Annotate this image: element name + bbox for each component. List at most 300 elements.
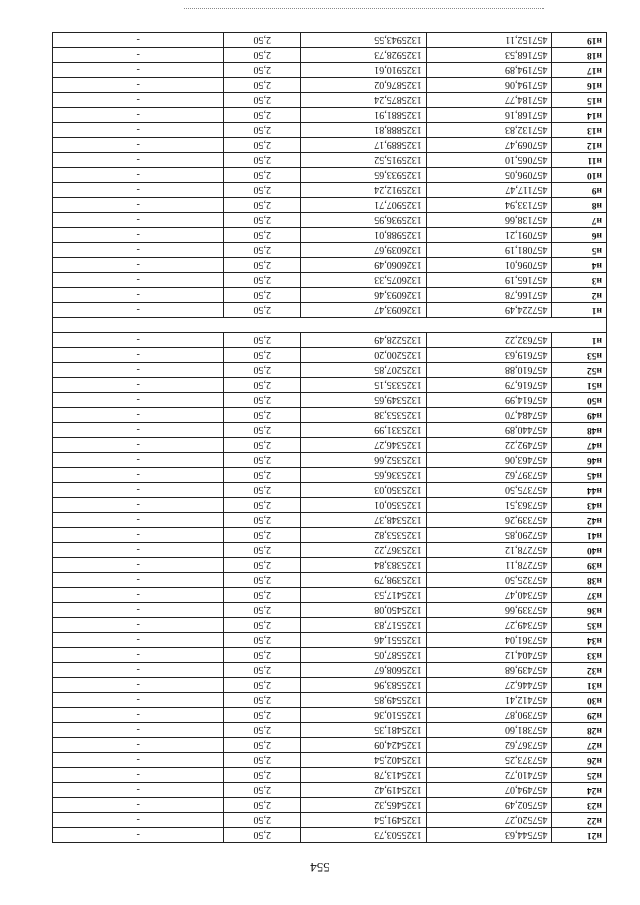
note-cell: -: [53, 513, 224, 528]
point-name-cell: н44: [552, 483, 607, 498]
point-name-cell: н53: [552, 348, 607, 363]
table-row: [53, 813, 607, 828]
table-row: [53, 63, 607, 78]
note-cell: -: [53, 183, 224, 198]
x-coordinate-cell: 457184,77: [426, 93, 552, 108]
x-coordinate-cell: 457502,49: [426, 798, 552, 813]
accuracy-cell: 2,50: [224, 48, 301, 63]
note-cell: -: [53, 93, 224, 108]
note-cell: -: [53, 828, 224, 843]
point-name-cell: н22: [552, 813, 607, 828]
y-coordinate-cell: 1325549,85: [301, 693, 427, 708]
x-coordinate-cell: 457096,01: [426, 258, 552, 273]
accuracy-cell: 2,50: [224, 498, 301, 513]
x-coordinate-cell: 457492,22: [426, 438, 552, 453]
note-cell: -: [53, 303, 224, 318]
note-cell: -: [53, 213, 224, 228]
note-cell: -: [53, 813, 224, 828]
y-coordinate-cell: 1325503,73: [301, 828, 427, 843]
note-cell: -: [53, 438, 224, 453]
accuracy-cell: 2,50: [224, 633, 301, 648]
table-row: [53, 468, 607, 483]
accuracy-cell: 2,50: [224, 393, 301, 408]
table-row: [53, 93, 607, 108]
table-row: [53, 213, 607, 228]
x-coordinate-cell: 457520,27: [426, 813, 552, 828]
x-coordinate-cell: 457224,49: [426, 303, 552, 318]
x-coordinate-cell: 457278,12: [426, 543, 552, 558]
point-name-cell: н36: [552, 603, 607, 618]
accuracy-cell: 2,50: [224, 63, 301, 78]
y-coordinate-cell: 1325367,22: [301, 543, 427, 558]
accuracy-cell: 2,50: [224, 273, 301, 288]
x-coordinate-cell: 457484,70: [426, 408, 552, 423]
table-row: [53, 453, 607, 468]
table-row: [53, 753, 607, 768]
point-name-cell: н28: [552, 723, 607, 738]
y-coordinate-cell: 1325881,91: [301, 108, 427, 123]
point-name-cell: н7: [552, 213, 607, 228]
table-row: [53, 243, 607, 258]
table-row: [53, 678, 607, 693]
table-row: [53, 378, 607, 393]
x-coordinate-cell: 457166,78: [426, 288, 552, 303]
accuracy-cell: 2,50: [224, 708, 301, 723]
x-coordinate-cell: 457152,11: [426, 33, 552, 48]
x-coordinate-cell: 457091,21: [426, 228, 552, 243]
accuracy-cell: 2,50: [224, 363, 301, 378]
point-name-cell: н11: [552, 153, 607, 168]
point-name-cell: н39: [552, 558, 607, 573]
point-name-cell: н12: [552, 138, 607, 153]
note-cell: -: [53, 678, 224, 693]
note-cell: -: [53, 408, 224, 423]
accuracy-cell: 2,50: [224, 453, 301, 468]
table-row: [53, 783, 607, 798]
x-coordinate-cell: 457290,85: [426, 528, 552, 543]
table-row: [53, 198, 607, 213]
point-name-cell: н17: [552, 63, 607, 78]
accuracy-cell: 2,50: [224, 768, 301, 783]
note-cell: -: [53, 528, 224, 543]
y-coordinate-cell: 1325419,42: [301, 783, 427, 798]
x-coordinate-cell: 457069,47: [426, 138, 552, 153]
point-name-cell: н52: [552, 363, 607, 378]
table-row: [53, 183, 607, 198]
point-name-cell: н10: [552, 168, 607, 183]
note-cell: -: [53, 573, 224, 588]
note-cell: -: [53, 108, 224, 123]
point-name-cell: н47: [552, 438, 607, 453]
note-cell: -: [53, 648, 224, 663]
table-row: [53, 153, 607, 168]
note-cell: -: [53, 198, 224, 213]
y-coordinate-cell: 1325350,03: [301, 483, 427, 498]
accuracy-cell: 2,50: [224, 798, 301, 813]
table-row: [53, 363, 607, 378]
point-name-cell: н35: [552, 618, 607, 633]
point-name-cell: н19: [552, 33, 607, 48]
y-coordinate-cell: 1325450,08: [301, 603, 427, 618]
accuracy-cell: 2,50: [224, 813, 301, 828]
note-cell: -: [53, 468, 224, 483]
y-coordinate-cell: 1325348,37: [301, 513, 427, 528]
y-coordinate-cell: 1325350,01: [301, 498, 427, 513]
table-row: [53, 588, 607, 603]
accuracy-cell: 2,50: [224, 243, 301, 258]
point-name-cell: н26: [552, 753, 607, 768]
accuracy-cell: 2,50: [224, 528, 301, 543]
note-cell: -: [53, 543, 224, 558]
y-coordinate-cell: 1325402,54: [301, 753, 427, 768]
point-name-cell: н31: [552, 678, 607, 693]
table-row: [53, 303, 607, 318]
table-row: [53, 138, 607, 153]
x-coordinate-cell: 457132,83: [426, 123, 552, 138]
note-cell: -: [53, 618, 224, 633]
table-row: [53, 288, 607, 303]
table-row: [53, 528, 607, 543]
x-coordinate-cell: 457339,26: [426, 513, 552, 528]
x-coordinate-cell: 457138,66: [426, 213, 552, 228]
x-coordinate-cell: 457412,41: [426, 693, 552, 708]
point-name-cell: н30: [552, 693, 607, 708]
x-coordinate-cell: 457494,07: [426, 783, 552, 798]
y-coordinate-cell: 1325335,15: [301, 378, 427, 393]
accuracy-cell: 2,50: [224, 468, 301, 483]
x-coordinate-cell: 457117,47: [426, 183, 552, 198]
note-cell: -: [53, 423, 224, 438]
x-coordinate-cell: 457375,50: [426, 483, 552, 498]
section-separator-row: [53, 318, 607, 333]
point-name-cell: н5: [552, 243, 607, 258]
y-coordinate-cell: 1325933,65: [301, 168, 427, 183]
table-row: [53, 393, 607, 408]
point-name-cell: н34: [552, 633, 607, 648]
y-coordinate-cell: 1325583,96: [301, 678, 427, 693]
y-coordinate-cell: 1325888,81: [301, 123, 427, 138]
point-name-cell: н21: [552, 828, 607, 843]
accuracy-cell: 2,50: [224, 138, 301, 153]
point-name-cell: н2: [552, 288, 607, 303]
y-coordinate-cell: 1325349,65: [301, 393, 427, 408]
x-coordinate-cell: 457065,10: [426, 153, 552, 168]
table-row: [53, 48, 607, 63]
accuracy-cell: 2,50: [224, 183, 301, 198]
y-coordinate-cell: 1325517,83: [301, 618, 427, 633]
y-coordinate-cell: 1325413,78: [301, 768, 427, 783]
note-cell: -: [53, 603, 224, 618]
table-row: [53, 543, 607, 558]
note-cell: -: [53, 483, 224, 498]
x-coordinate-cell: 457081,19: [426, 243, 552, 258]
page-number: 554: [310, 860, 330, 875]
table-row: [53, 108, 607, 123]
y-coordinate-cell: 1325988,01: [301, 228, 427, 243]
note-cell: -: [53, 783, 224, 798]
accuracy-cell: 2,50: [224, 303, 301, 318]
x-coordinate-cell: 457133,94: [426, 198, 552, 213]
accuracy-cell: 2,50: [224, 753, 301, 768]
point-name-cell: н33: [552, 648, 607, 663]
point-name-cell: н50: [552, 393, 607, 408]
coordinates-table: [52, 32, 607, 843]
point-name-cell: н51: [552, 378, 607, 393]
y-coordinate-cell: 1325346,27: [301, 438, 427, 453]
x-coordinate-cell: 457463,06: [426, 453, 552, 468]
x-coordinate-cell: 457440,89: [426, 423, 552, 438]
note-cell: -: [53, 378, 224, 393]
accuracy-cell: 2,50: [224, 378, 301, 393]
y-coordinate-cell: 1325491,54: [301, 813, 427, 828]
point-name-cell: н9: [552, 183, 607, 198]
table-row: [53, 633, 607, 648]
x-coordinate-cell: 457168,16: [426, 108, 552, 123]
accuracy-cell: 2,50: [224, 33, 301, 48]
table-row: [53, 228, 607, 243]
point-name-cell: н41: [552, 528, 607, 543]
table-row: [53, 798, 607, 813]
accuracy-cell: 2,50: [224, 828, 301, 843]
x-coordinate-cell: 457361,04: [426, 633, 552, 648]
table-row: [53, 573, 607, 588]
x-coordinate-cell: 457439,68: [426, 663, 552, 678]
x-coordinate-cell: 457616,79: [426, 378, 552, 393]
table-row: [53, 828, 607, 843]
y-coordinate-cell: 1325907,71: [301, 198, 427, 213]
x-coordinate-cell: 457397,62: [426, 468, 552, 483]
table-row: [53, 663, 607, 678]
note-cell: -: [53, 723, 224, 738]
point-name-cell: н8: [552, 198, 607, 213]
point-name-cell: н1: [552, 333, 607, 348]
x-coordinate-cell: 457367,62: [426, 738, 552, 753]
x-coordinate-cell: 457194,06: [426, 78, 552, 93]
y-coordinate-cell: 1325910,61: [301, 63, 427, 78]
accuracy-cell: 2,50: [224, 228, 301, 243]
y-coordinate-cell: 1326060,49: [301, 258, 427, 273]
point-name-cell: н27: [552, 738, 607, 753]
accuracy-cell: 2,50: [224, 348, 301, 363]
point-name-cell: н16: [552, 78, 607, 93]
x-coordinate-cell: 457194,89: [426, 63, 552, 78]
table-row: [53, 78, 607, 93]
x-coordinate-cell: 457614,99: [426, 393, 552, 408]
accuracy-cell: 2,50: [224, 438, 301, 453]
table-row: [53, 333, 607, 348]
x-coordinate-cell: 457340,47: [426, 588, 552, 603]
point-name-cell: н46: [552, 453, 607, 468]
y-coordinate-cell: 1326093,46: [301, 288, 427, 303]
x-coordinate-cell: 457410,72: [426, 768, 552, 783]
y-coordinate-cell: 1325200,20: [301, 348, 427, 363]
y-coordinate-cell: 1326039,67: [301, 243, 427, 258]
table-row: [53, 513, 607, 528]
accuracy-cell: 2,50: [224, 648, 301, 663]
table-row: [53, 483, 607, 498]
accuracy-cell: 2,50: [224, 513, 301, 528]
point-name-cell: н37: [552, 588, 607, 603]
point-name-cell: н15: [552, 93, 607, 108]
x-coordinate-cell: 457278,11: [426, 558, 552, 573]
table-row: [53, 603, 607, 618]
y-coordinate-cell: 1325928,73: [301, 48, 427, 63]
note-cell: -: [53, 63, 224, 78]
y-coordinate-cell: 1325424,09: [301, 738, 427, 753]
accuracy-cell: 2,50: [224, 93, 301, 108]
accuracy-cell: 2,50: [224, 108, 301, 123]
accuracy-cell: 2,50: [224, 408, 301, 423]
point-name-cell: н23: [552, 798, 607, 813]
x-coordinate-cell: 457096,05: [426, 168, 552, 183]
accuracy-cell: 2,50: [224, 288, 301, 303]
point-name-cell: н14: [552, 108, 607, 123]
x-coordinate-cell: 457349,27: [426, 618, 552, 633]
table-row: [53, 498, 607, 513]
note-cell: -: [53, 558, 224, 573]
note-cell: -: [53, 738, 224, 753]
y-coordinate-cell: 1325481,35: [301, 723, 427, 738]
accuracy-cell: 2,50: [224, 123, 301, 138]
point-name-cell: н4: [552, 258, 607, 273]
y-coordinate-cell: 1325587,05: [301, 648, 427, 663]
table-row: [53, 348, 607, 363]
table-row: [53, 273, 607, 288]
table-row: [53, 618, 607, 633]
accuracy-cell: 2,50: [224, 78, 301, 93]
accuracy-cell: 2,50: [224, 603, 301, 618]
table-row: [53, 423, 607, 438]
separator-cell: [53, 318, 607, 333]
accuracy-cell: 2,50: [224, 213, 301, 228]
table-row: [53, 708, 607, 723]
point-name-cell: н24: [552, 783, 607, 798]
point-name-cell: н40: [552, 543, 607, 558]
table-row: [53, 738, 607, 753]
y-coordinate-cell: 1325383,84: [301, 558, 427, 573]
accuracy-cell: 2,50: [224, 483, 301, 498]
table-row: [53, 33, 607, 48]
point-name-cell: н43: [552, 498, 607, 513]
point-name-cell: н25: [552, 768, 607, 783]
accuracy-cell: 2,50: [224, 573, 301, 588]
accuracy-cell: 2,50: [224, 258, 301, 273]
table-row: [53, 693, 607, 708]
y-coordinate-cell: 1325353,82: [301, 528, 427, 543]
note-cell: -: [53, 798, 224, 813]
note-cell: -: [53, 453, 224, 468]
accuracy-cell: 2,50: [224, 738, 301, 753]
y-coordinate-cell: 1325912,24: [301, 183, 427, 198]
point-name-cell: н49: [552, 408, 607, 423]
x-coordinate-cell: 457446,27: [426, 678, 552, 693]
point-name-cell: н45: [552, 468, 607, 483]
note-cell: -: [53, 228, 224, 243]
y-coordinate-cell: 1325398,79: [301, 573, 427, 588]
table-row: [53, 168, 607, 183]
x-coordinate-cell: 457168,53: [426, 48, 552, 63]
accuracy-cell: 2,50: [224, 423, 301, 438]
y-coordinate-cell: 1325943,55: [301, 33, 427, 48]
accuracy-cell: 2,50: [224, 198, 301, 213]
note-cell: -: [53, 33, 224, 48]
table-row: [53, 123, 607, 138]
y-coordinate-cell: 1325510,36: [301, 708, 427, 723]
note-cell: -: [53, 768, 224, 783]
note-cell: -: [53, 348, 224, 363]
note-cell: -: [53, 753, 224, 768]
y-coordinate-cell: 1325228,49: [301, 333, 427, 348]
y-coordinate-cell: 1325876,02: [301, 78, 427, 93]
accuracy-cell: 2,50: [224, 663, 301, 678]
x-coordinate-cell: 457165,19: [426, 273, 552, 288]
y-coordinate-cell: 1325207,85: [301, 363, 427, 378]
y-coordinate-cell: 1325331,99: [301, 423, 427, 438]
y-coordinate-cell: 1325889,17: [301, 138, 427, 153]
note-cell: -: [53, 708, 224, 723]
note-cell: -: [53, 123, 224, 138]
point-name-cell: н48: [552, 423, 607, 438]
x-coordinate-cell: 457381,60: [426, 723, 552, 738]
y-coordinate-cell: 1325353,38: [301, 408, 427, 423]
table-row: [53, 768, 607, 783]
y-coordinate-cell: 1325875,24: [301, 93, 427, 108]
note-cell: -: [53, 258, 224, 273]
table-row: [53, 558, 607, 573]
x-coordinate-cell: 457632,22: [426, 333, 552, 348]
note-cell: -: [53, 363, 224, 378]
accuracy-cell: 2,50: [224, 588, 301, 603]
note-cell: -: [53, 633, 224, 648]
y-coordinate-cell: 1326075,33: [301, 273, 427, 288]
y-coordinate-cell: 1325352,66: [301, 453, 427, 468]
table-row: [53, 723, 607, 738]
y-coordinate-cell: 1326093,47: [301, 303, 427, 318]
note-cell: -: [53, 588, 224, 603]
note-cell: -: [53, 693, 224, 708]
accuracy-cell: 2,50: [224, 333, 301, 348]
y-coordinate-cell: 1325608,67: [301, 663, 427, 678]
x-coordinate-cell: 457544,63: [426, 828, 552, 843]
point-name-cell: н18: [552, 48, 607, 63]
y-coordinate-cell: 1325336,65: [301, 468, 427, 483]
accuracy-cell: 2,50: [224, 168, 301, 183]
y-coordinate-cell: 1325915,52: [301, 153, 427, 168]
accuracy-cell: 2,50: [224, 723, 301, 738]
point-name-cell: н42: [552, 513, 607, 528]
table-row: [53, 438, 607, 453]
note-cell: -: [53, 243, 224, 258]
accuracy-cell: 2,50: [224, 693, 301, 708]
accuracy-cell: 2,50: [224, 783, 301, 798]
table-row: [53, 258, 607, 273]
accuracy-cell: 2,50: [224, 678, 301, 693]
table-row: [53, 648, 607, 663]
note-cell: -: [53, 48, 224, 63]
y-coordinate-cell: 1325465,32: [301, 798, 427, 813]
note-cell: -: [53, 78, 224, 93]
point-name-cell: н3: [552, 273, 607, 288]
note-cell: -: [53, 168, 224, 183]
x-coordinate-cell: 457390,87: [426, 708, 552, 723]
note-cell: -: [53, 288, 224, 303]
table-row: [53, 408, 607, 423]
note-cell: -: [53, 153, 224, 168]
point-name-cell: н32: [552, 663, 607, 678]
x-coordinate-cell: 457619,63: [426, 348, 552, 363]
note-cell: -: [53, 393, 224, 408]
accuracy-cell: 2,50: [224, 153, 301, 168]
